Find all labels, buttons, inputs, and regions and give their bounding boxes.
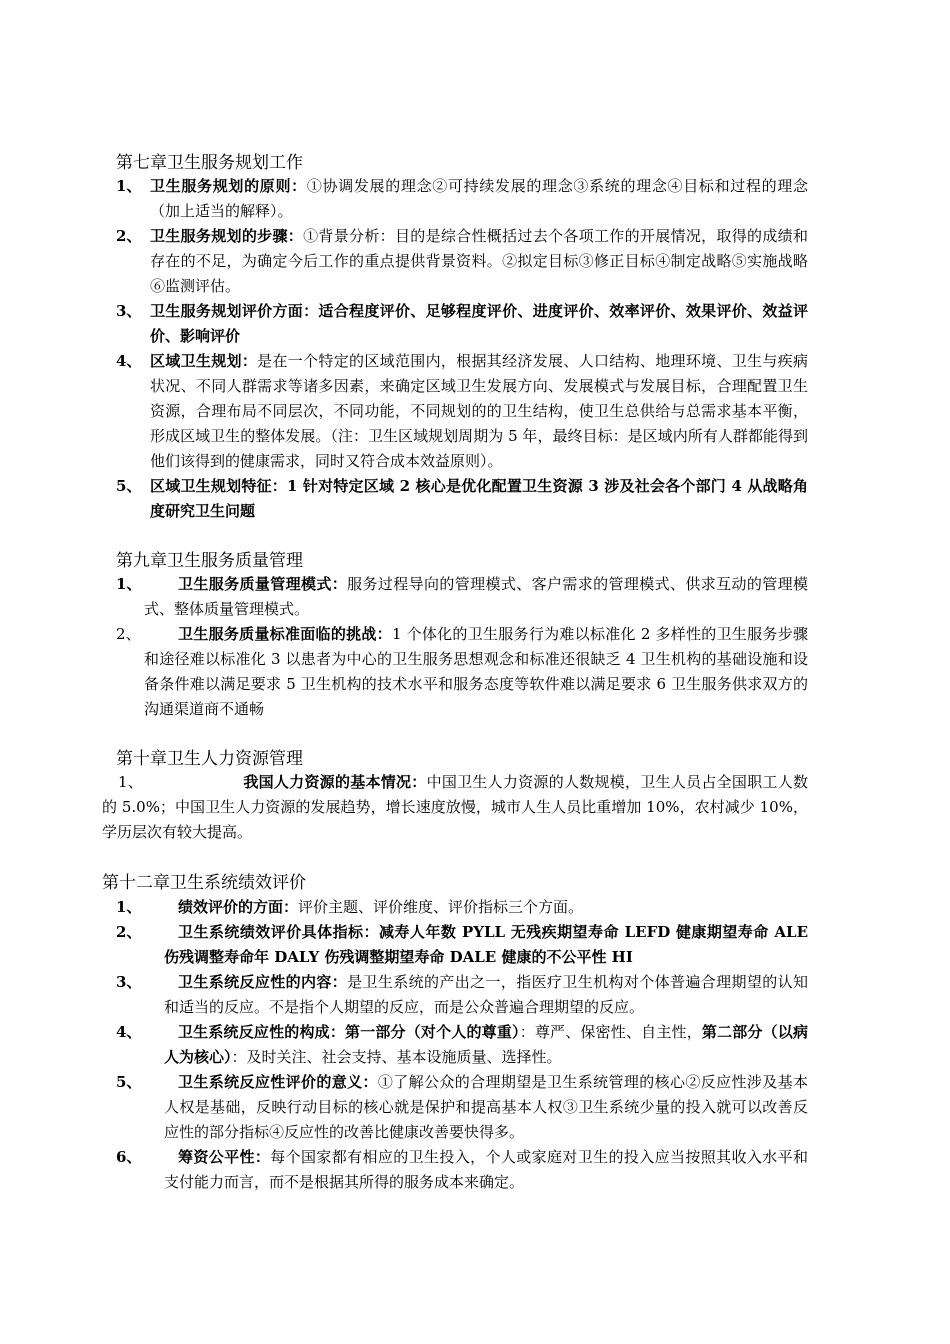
item-number: 1、: [116, 575, 142, 593]
item-number: 4、: [116, 1023, 142, 1041]
item-number: 4、: [116, 352, 142, 370]
chapter-title: 第九章卫生服务质量管理: [116, 551, 303, 571]
chapter-title: 第七章卫生服务规划工作: [116, 153, 303, 173]
item-label: 区域卫生规划：: [150, 352, 258, 370]
item-label: 卫生服务规划评价方面：适合程度评价、足够程度评价、进度评价、效率评价、效果评价、效益评价、影响评价: [150, 302, 808, 345]
list-item: [116, 174, 808, 224]
list-item: [116, 1070, 808, 1145]
list-item: [116, 299, 808, 349]
list-item: [116, 474, 808, 524]
item-number: 2、: [116, 227, 142, 245]
item-number: 5、: [116, 1073, 142, 1091]
item-text-2: ：及时关注、社会支持、基本设施质量、选择性。: [231, 1048, 562, 1066]
item-text: 1 个体化的卫生服务行为难以标准化 2 多样性的卫生服务步骤和途径难以标准化 3 以患者为中心的卫生服务思想观念和标准还很缺乏 4 卫生机构的基础设施和设备条件难以满足要求 5 卫生机构的技术水平和服务态度等软件难以满足要求 6 卫生服务供求双方的沟通渠道商不通畅: [144, 625, 808, 718]
item-number: 2、: [116, 923, 142, 941]
list-item: [116, 572, 808, 622]
list-item: [116, 895, 808, 920]
item-number: 1、: [118, 773, 144, 791]
list-item: [116, 920, 808, 970]
list-item: [116, 622, 808, 722]
item-text: 服务过程导向的管理模式、客户需求的管理模式、供求互动的管理模式、整体质量管理模式。: [144, 575, 808, 618]
item-text: 评价主题、评价维度、评价指标三个方面。: [298, 898, 584, 916]
item-label: 区域卫生规划特征：1 针对特定区域 2 核心是优化配置卫生资源 3 涉及社会各个部门 4 从战略角度研究卫生问题: [150, 477, 808, 520]
item-label: 卫生服务规划的原则：: [150, 177, 307, 195]
item-text: ①了解公众的合理期望是卫生系统管理的核心②反应性涉及基本人权是基础，反映行动目标的核心就是保护和提高基本人权③卫生系统少量的投入就可以改善反应性的部分指标④反应性的改善比健康改善要快得多。: [164, 1073, 808, 1141]
item-number: 5、: [116, 477, 142, 495]
item-number: 3、: [116, 302, 142, 320]
item-number: 3、: [116, 973, 142, 991]
list-item: [102, 770, 808, 845]
item-text: ①协调发展的理念②可持续发展的理念③系统的理念④目标和过程的理念（加上适当的解释）。: [150, 177, 808, 220]
item-label: 卫生服务质量管理模式：: [178, 575, 348, 593]
list-item: [116, 970, 808, 1020]
chapter-title: 第十二章卫生系统绩效评价: [102, 873, 306, 893]
item-label: 卫生服务规划的步骤：: [150, 227, 304, 245]
item-text: ①背景分析：目的是综合性概括过去个各项工作的开展情况，取得的成绩和存在的不足，为确定今后工作的重点提供背景资料。②拟定目标③修正目标④制定战略⑤实施战略⑥监测评估。: [150, 227, 808, 295]
item-number: 1、: [116, 177, 142, 195]
item-number: 2、: [116, 625, 141, 643]
item-number: 6、: [116, 1148, 142, 1166]
item-text: 每个国家都有相应的卫生投入，个人或家庭对卫生的投入应当按照其收入水平和支付能力而言，而不是根据其所得的服务成本来确定。: [164, 1148, 808, 1191]
item-text: ：尊严、保密性、自主性，: [519, 1023, 702, 1041]
item-label: 绩效评价的方面：: [178, 898, 299, 916]
item-text: 是在一个特定的区域范围内，根据其经济发展、人口结构、地理环境、卫生与疾病状况、不同人群需求等诸多因素，来确定区域卫生发展方向、发展模式与发展目标，合理配置卫生资源，合理布局不同层次，不同功能，不同规划的的卫生结构，使卫生总供给与总需求基本平衡，形成区域卫生的整体发展。（注：卫生区域规划周期为 5 年，最终目标：是区域内所有人群都能得到他们该得到的健康需求，同时又符合成本效益原则）。: [150, 352, 808, 470]
list-item: [116, 349, 808, 474]
chapter-title: 第十章卫生人力资源管理: [116, 749, 303, 769]
item-label: 卫生系统绩效评价具体指标：减寿人年数 PYLL 无残疾期望寿命 LEFD 健康期望寿命 ALE 伤残调整寿命年 DALY 伤残调整期望寿命 DALE 健康的不公平性 HI: [164, 923, 808, 966]
list-item: [116, 1020, 808, 1070]
list-item: [116, 1145, 808, 1195]
list-item: [116, 224, 808, 299]
item-label: 我国人力资源的基本情况：: [243, 773, 427, 791]
item-label: 卫生系统反应性的内容：: [178, 973, 348, 991]
item-number: 1、: [116, 898, 142, 916]
item-label: 卫生系统反应性的构成：第一部分（对个人的尊重）: [178, 1023, 520, 1041]
item-label: 筹资公平性：: [178, 1148, 271, 1166]
item-text: 是卫生系统的产出之一，指医疗卫生机构对个体普遍合理期望的认知和适当的反应。不是指个人期望的反应，而是公众普遍合理期望的反应。: [164, 973, 808, 1016]
item-label-2: 第二部分（以病人为核心）: [164, 1023, 808, 1066]
item-text: 中国卫生人力资源的人数规模，卫生人员占全国职工人数的 5.0%；中国卫生人力资源的发展趋势，增长速度放慢，城市人生人员比重增加 10%，农村减少 10%，学历层次有较大提高。: [102, 773, 808, 841]
item-label: 卫生服务质量标准面临的挑战：: [178, 625, 392, 643]
item-label: 卫生系统反应性评价的意义：: [178, 1073, 378, 1091]
